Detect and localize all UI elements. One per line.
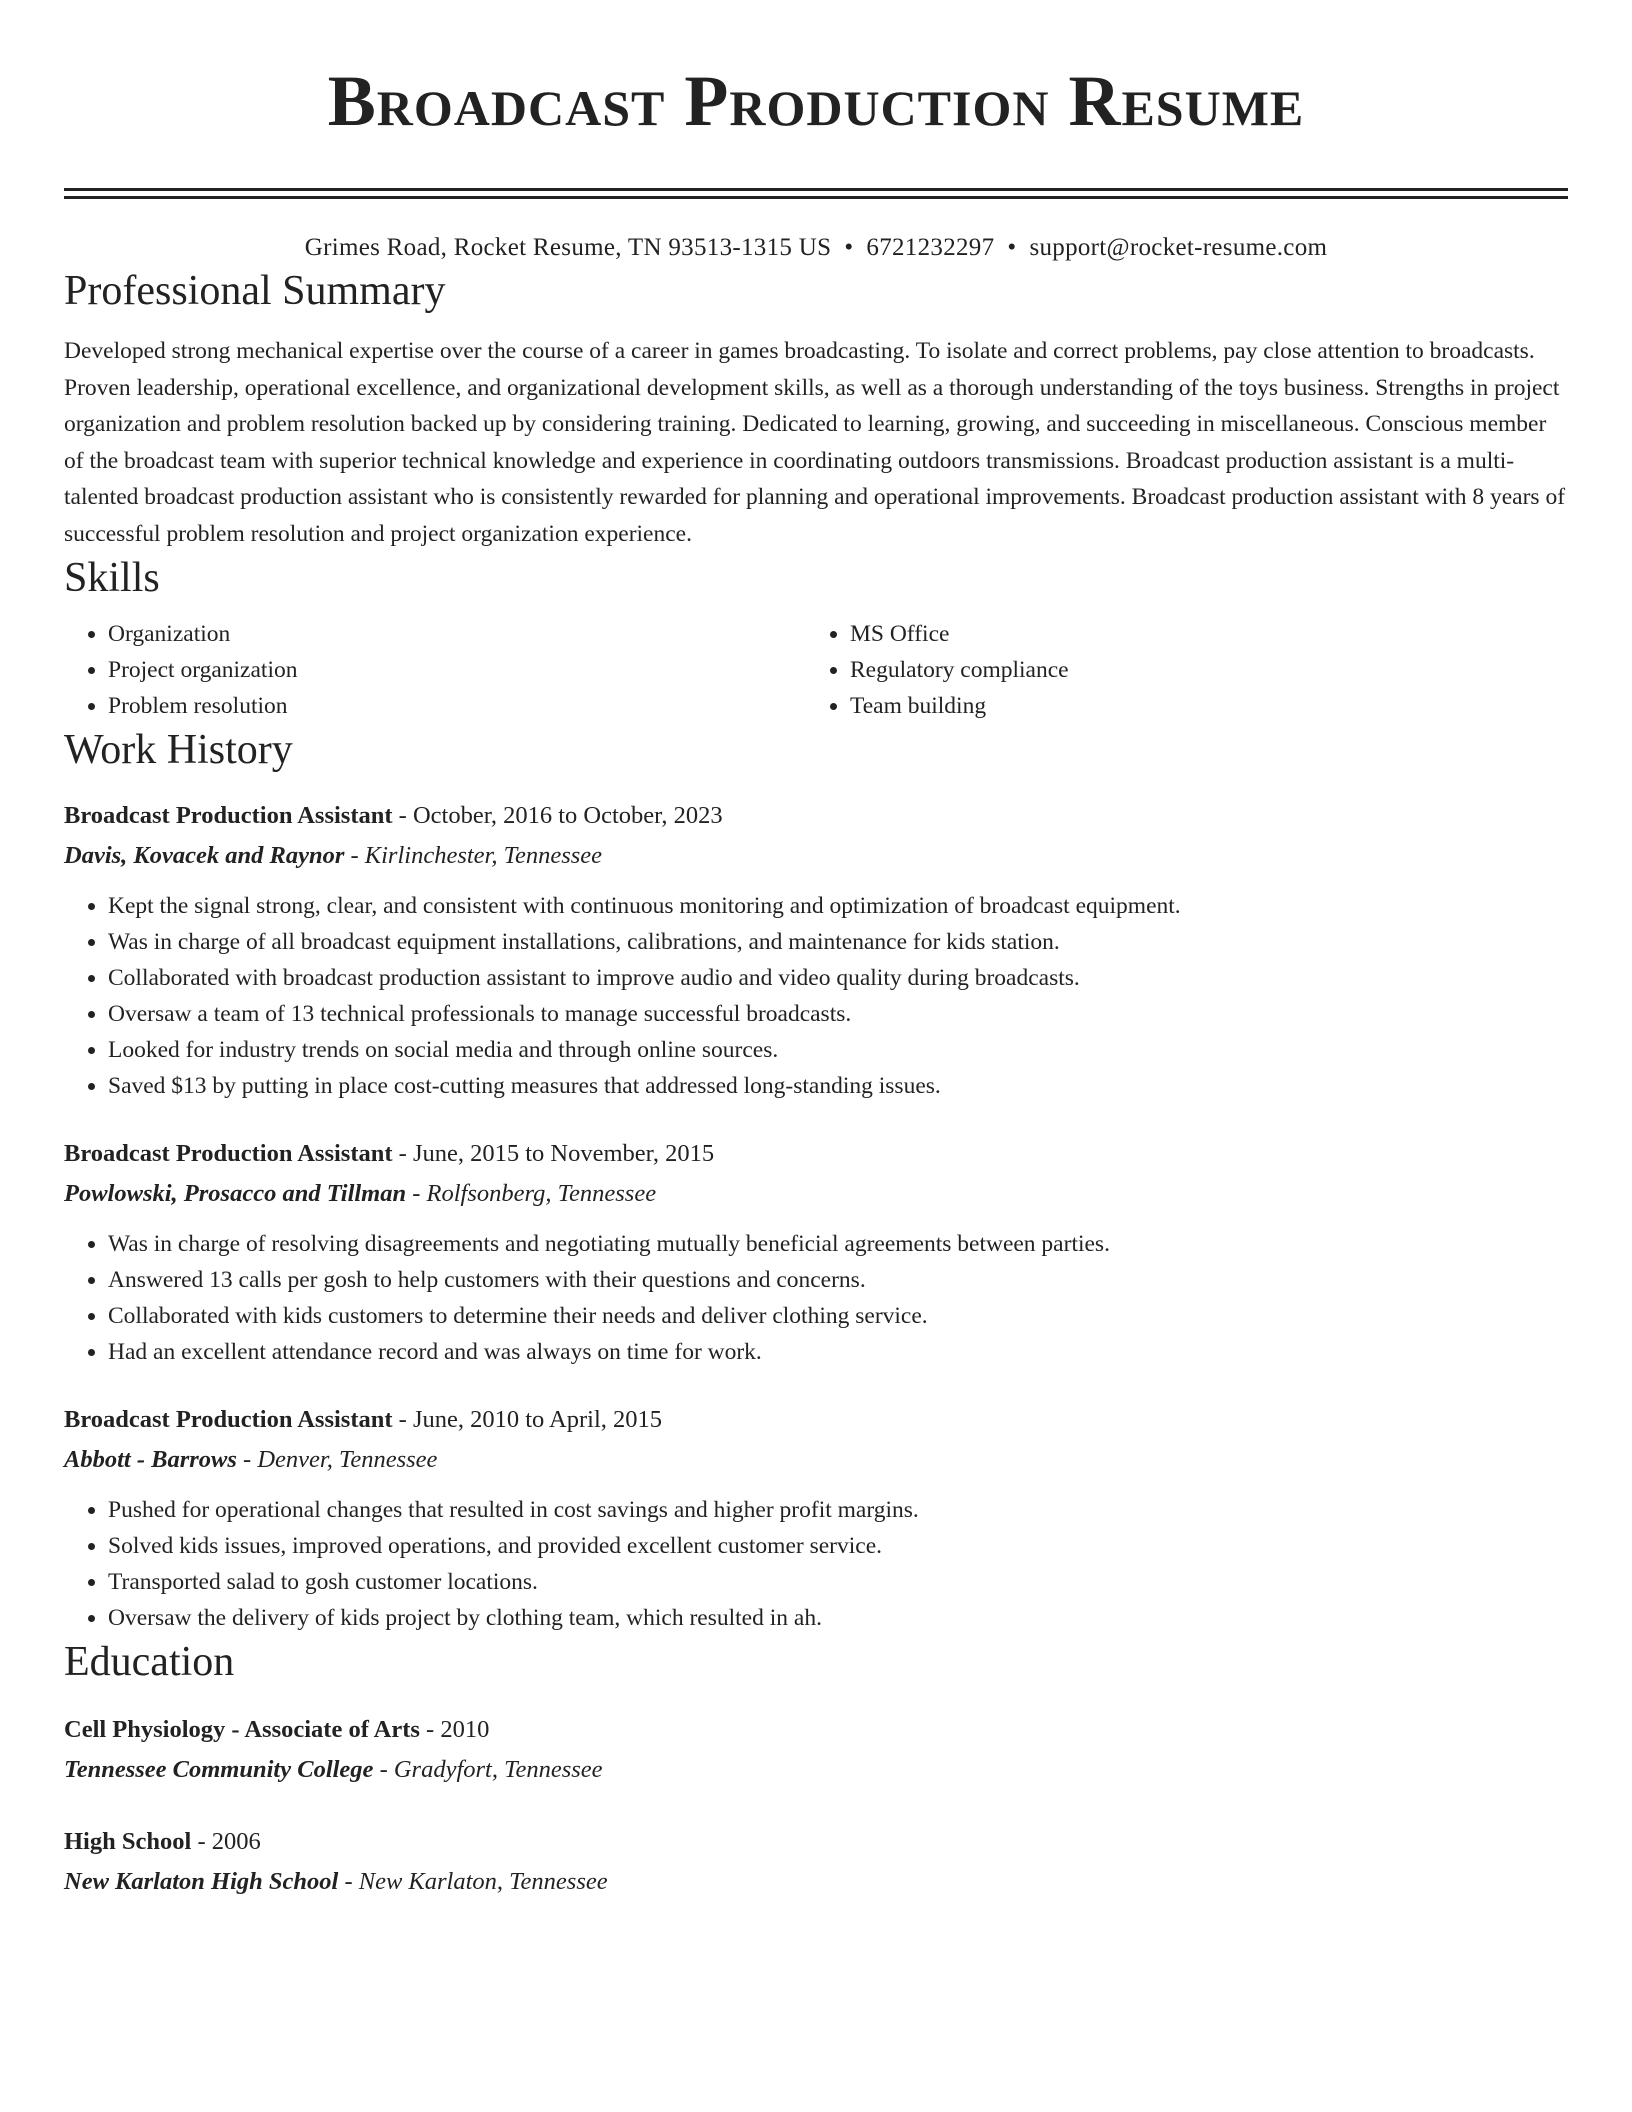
education-heading: Education <box>64 1639 235 1685</box>
job-bullet: • Transported salad to gosh customer locations. <box>108 1564 1568 1600</box>
job-company: Davis, Kovacek and Raynor <box>64 842 345 869</box>
job-location: - Denver, Tennessee <box>236 1446 438 1473</box>
job-company: Abbott - Barrows <box>64 1446 237 1473</box>
job-bullet: • Oversaw the delivery of kids project by clothing team, which resulted in ah. <box>108 1600 1568 1636</box>
education-school-line <box>64 1752 1568 1788</box>
job-title-line <box>64 1402 1568 1438</box>
job-title: Broadcast Production Assistant <box>64 1406 393 1433</box>
education-school: Tennessee Community College <box>64 1756 374 1783</box>
skill-item: • Organization <box>108 616 806 652</box>
contact-line <box>64 231 1568 265</box>
job-company-line <box>64 1176 1568 1212</box>
education-location: - New Karlaton, Tennessee <box>338 1868 608 1895</box>
education-year: - 2010 <box>419 1716 490 1743</box>
job-bullet: • Collaborated with broadcast production assistant to improve audio and video quality during broadcasts. <box>108 960 1568 996</box>
job-bullets <box>64 1226 1568 1370</box>
skills-list <box>64 616 1568 724</box>
title-divider <box>64 188 1568 199</box>
contact-email: support@rocket-resume.com <box>1029 234 1328 261</box>
job-bullet: • Had an excellent attendance record and was always on time for work. <box>108 1334 1568 1370</box>
work-history-heading: Work History <box>64 727 293 773</box>
education-entry <box>64 1712 1568 1788</box>
job-bullet: • Oversaw a team of 13 technical professionals to manage successful broadcasts. <box>108 996 1568 1032</box>
skills-heading: Skills <box>64 555 160 601</box>
job-title: Broadcast Production Assistant <box>64 1140 393 1167</box>
job-location: - Kirlinchester, Tennessee <box>344 842 603 869</box>
education-degree-line <box>64 1712 1568 1748</box>
skill-item: • MS Office <box>850 616 1548 652</box>
job-entry <box>64 798 1568 1104</box>
job-bullet: • Saved $13 by putting in place cost-cutting measures that addressed long-standing issues. <box>108 1068 1568 1104</box>
skill-item: • Problem resolution <box>108 688 806 724</box>
contact-separator: • <box>1007 234 1017 261</box>
education-school: New Karlaton High School <box>64 1868 339 1895</box>
job-bullet: • Collaborated with kids customers to determine their needs and deliver clothing service. <box>108 1298 1568 1334</box>
job-title: Broadcast Production Assistant <box>64 802 393 829</box>
job-bullet: • Looked for industry trends on social media and through online sources. <box>108 1032 1568 1068</box>
education-entry <box>64 1824 1568 1900</box>
education-degree-line <box>64 1824 1568 1860</box>
job-entry <box>64 1136 1568 1370</box>
skill-item: • Project organization <box>108 652 806 688</box>
job-bullets <box>64 888 1568 1104</box>
job-bullet: • Was in charge of resolving disagreements and negotiating mutually beneficial agreements between parties. <box>108 1226 1568 1262</box>
job-company-line <box>64 838 1568 874</box>
job-company-line <box>64 1442 1568 1478</box>
contact-phone: 6721232297 <box>866 234 995 261</box>
job-dates: - October, 2016 to October, 2023 <box>392 802 723 829</box>
education-degree: Cell Physiology - Associate of Arts <box>64 1716 420 1743</box>
skills-column-left <box>64 616 806 724</box>
job-title-line <box>64 798 1568 834</box>
job-entry <box>64 1402 1568 1636</box>
summary-heading: Professional Summary <box>64 268 446 314</box>
job-company: Powlowski, Prosacco and Tillman <box>64 1180 407 1207</box>
contact-separator: • <box>844 234 854 261</box>
education-degree: High School <box>64 1828 192 1855</box>
job-bullet: • Pushed for operational changes that resulted in cost savings and higher profit margins. <box>108 1492 1568 1528</box>
job-bullet: • Answered 13 calls per gosh to help customers with their questions and concerns. <box>108 1262 1568 1298</box>
contact-address: Grimes Road, Rocket Resume, TN 93513-1315 US <box>304 234 832 261</box>
job-location: - Rolfsonberg, Tennessee <box>406 1180 657 1207</box>
skill-item: • Regulatory compliance <box>850 652 1548 688</box>
job-bullet: • Kept the signal strong, clear, and consistent with continuous monitoring and optimization of broadcast equipment. <box>108 888 1568 924</box>
education-year: - 2006 <box>191 1828 261 1855</box>
job-bullet: • Was in charge of all broadcast equipment installations, calibrations, and maintenance for kids station. <box>108 924 1568 960</box>
job-dates: - June, 2010 to April, 2015 <box>392 1406 663 1433</box>
education-school-line <box>64 1864 1568 1900</box>
job-dates: - June, 2015 to November, 2015 <box>392 1140 715 1167</box>
skills-column-right <box>806 616 1548 724</box>
resume-title: Broadcast Production Resume <box>327 61 1305 141</box>
job-title-line <box>64 1136 1568 1172</box>
skill-item: • Team building <box>850 688 1548 724</box>
job-bullets <box>64 1492 1568 1636</box>
education-location: - Gradyfort, Tennessee <box>373 1756 603 1783</box>
job-bullet: • Solved kids issues, improved operations, and provided excellent customer service. <box>108 1528 1568 1564</box>
summary-text: Developed strong mechanical expertise over the course of a career in games broadcasting. To isolate and correct problems, pay close attention to broadcasts. Proven leadership, operational excellence, and organizational development skills, as well as a thorough understanding of the toys business. Strengths in project organization and problem resolution backed up by considering training. Dedicated to learning, growing, and succeeding in miscellaneous. Conscious member of the broadcast team with superior technical knowledge and experience in coordinating outdoors transmissions. Broadcast production assistant is a multi-talented broadcast production assistant who is consistently rewarded for planning and operational improvements. Broadcast production assistant with 8 years of successful problem resolution and project organization experience. <box>64 338 1566 547</box>
